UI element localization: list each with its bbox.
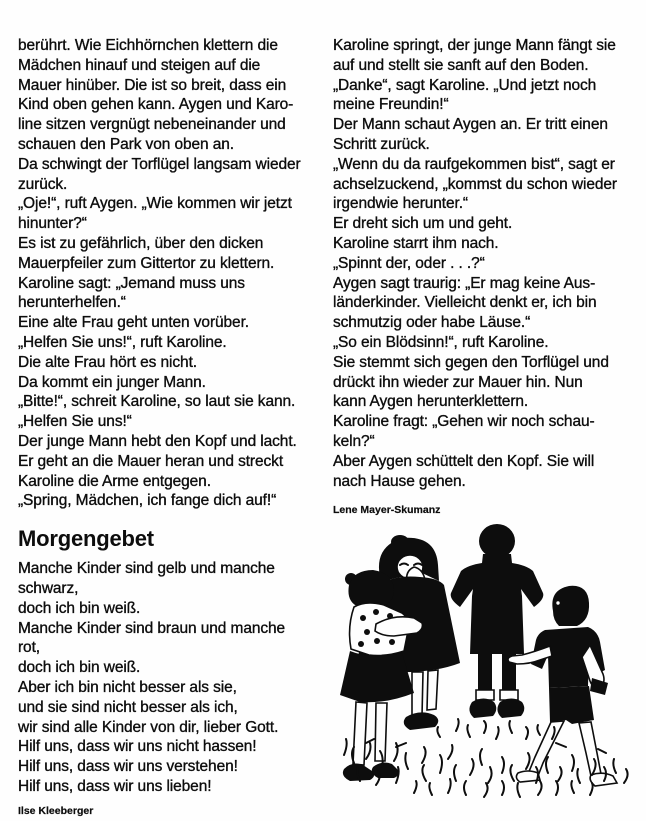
text-line: schmutzig oder habe Läuse.“	[333, 314, 531, 332]
text-line: Karoline die Arme entgegen.	[18, 472, 211, 490]
text-line: doch ich bin weiß.	[18, 659, 141, 677]
text-line: berührt. Wie Eichhörnchen klettern die	[18, 37, 278, 54]
text-line: drückt ihn wieder zur Mauer hin. Nun	[333, 373, 583, 391]
text-line: hinunter?“	[18, 215, 87, 233]
text-line: Schritt zurück.	[333, 135, 430, 153]
text-line: line sitzen vergnügt nebeneinander und	[18, 116, 286, 134]
text-line: Eine alte Frau geht unten vorüber.	[18, 314, 249, 332]
text-line: Mauer hinüber. Die ist so breit, dass ein	[18, 76, 287, 94]
text-line: „Wenn du da raufgekommen bist“, sagt er	[333, 155, 615, 173]
text-line: irgendwie herunter.“	[333, 195, 468, 213]
story-text-right	[333, 36, 643, 491]
text-line: nach Hause gehen.	[333, 472, 466, 490]
left-column	[18, 36, 324, 817]
text-line: wir sind alle Kinder von dir, lieber Gott.	[18, 718, 279, 736]
text-line: Da kommt ein junger Mann.	[18, 373, 206, 391]
story-text-left	[18, 36, 324, 511]
text-line: Hilf uns, dass wir uns lieben!	[18, 777, 212, 795]
text-line: länderkinder. Vielleicht denkt er, ich bin	[333, 294, 597, 312]
text-line: auf und stellt sie sanft auf den Boden.	[333, 56, 589, 74]
text-line: Kind oben gehen kann. Aygen und Karo-	[18, 96, 294, 114]
text-line: Karoline springt, der junge Mann fängt sie	[333, 37, 616, 54]
text-line: keln?“	[333, 432, 375, 450]
text-line: Er geht an die Mauer heran und streckt	[18, 452, 284, 470]
text-line: rot,	[18, 639, 40, 657]
text-line: „Bitte!“, schreit Karoline, so laut sie kann.	[18, 393, 296, 411]
text-line: Karoline starrt ihm nach.	[333, 234, 499, 252]
text-line: Karoline fragt: „Gehen wir noch schau-	[333, 413, 595, 431]
text-line: Manche Kinder sind braun und manche	[18, 619, 286, 637]
text-line: Karoline sagt: „Jemand muss uns	[18, 274, 245, 292]
text-line: Sie stemmt sich gegen den Torflügel und	[333, 353, 609, 371]
text-line: Da schwingt der Torflügel langsam wieder	[18, 155, 301, 173]
text-line: achselzuckend, „kommst du schon wieder	[333, 175, 617, 193]
text-line: schwarz,	[18, 579, 79, 597]
story-author-credit: Lene Mayer-Skumanz	[333, 504, 441, 517]
text-line: Die alte Frau hört es nicht.	[18, 353, 197, 371]
text-line: Hilf uns, dass wir uns nicht hassen!	[18, 738, 257, 756]
text-line: Der junge Mann hebt den Kopf und lacht.	[18, 432, 297, 450]
text-line: herunterhelfen.“	[18, 294, 126, 312]
text-line: „Spinnt der, oder . . .?“	[333, 254, 485, 272]
text-line: Er dreht sich um und geht.	[333, 215, 513, 233]
text-line: „Spring, Mädchen, ich fange dich auf!“	[18, 492, 277, 510]
poem-title: Morgengebet	[18, 526, 154, 552]
text-line: und sie sind nicht besser als ich,	[18, 698, 238, 716]
text-line: „Helfen Sie uns!“	[18, 413, 132, 431]
text-line: Aber ich bin nicht besser als sie,	[18, 678, 237, 696]
text-line: kann Aygen herunterklettern.	[333, 393, 529, 411]
text-line: Manche Kinder sind gelb und manche	[18, 560, 275, 578]
text-line: Mauerpfeiler zum Gittertor zu klettern.	[18, 254, 275, 272]
figure-pointing-boy	[508, 586, 617, 786]
poem-text	[18, 559, 324, 797]
text-line: „Danke“, sagt Karoline. „Und jetzt noch	[333, 76, 597, 94]
text-line: „Helfen Sie uns!“, ruft Karoline.	[18, 333, 227, 351]
poem-author-credit: Ilse Kleeberger	[18, 804, 94, 817]
text-line: Es ist zu gefährlich, über den dicken	[18, 234, 264, 252]
text-line: Aber Aygen schüttelt den Kopf. Sie will	[333, 452, 595, 470]
text-line: meine Freundin!“	[333, 96, 449, 114]
right-column	[333, 36, 643, 516]
text-line: doch ich bin weiß.	[18, 599, 141, 617]
text-line: Hilf uns, dass wir uns verstehen!	[18, 758, 238, 776]
text-line: Der Mann schaut Aygen an. Er tritt einen	[333, 116, 608, 134]
text-line: Mädchen hinauf und steigen auf die	[18, 56, 261, 74]
text-line: zurück.	[18, 175, 68, 193]
text-line: Aygen sagt traurig: „Er mag keine Aus-	[333, 274, 596, 292]
text-line: schauen den Park von oben an.	[18, 135, 234, 153]
text-line: „Oje!“, ruft Aygen. „Wie kommen wir jetzt	[18, 195, 292, 213]
text-line: „So ein Blödsinn!“, ruft Karoline.	[333, 333, 549, 351]
figure-child-silhouette	[451, 524, 544, 718]
children-illustration	[336, 523, 642, 815]
